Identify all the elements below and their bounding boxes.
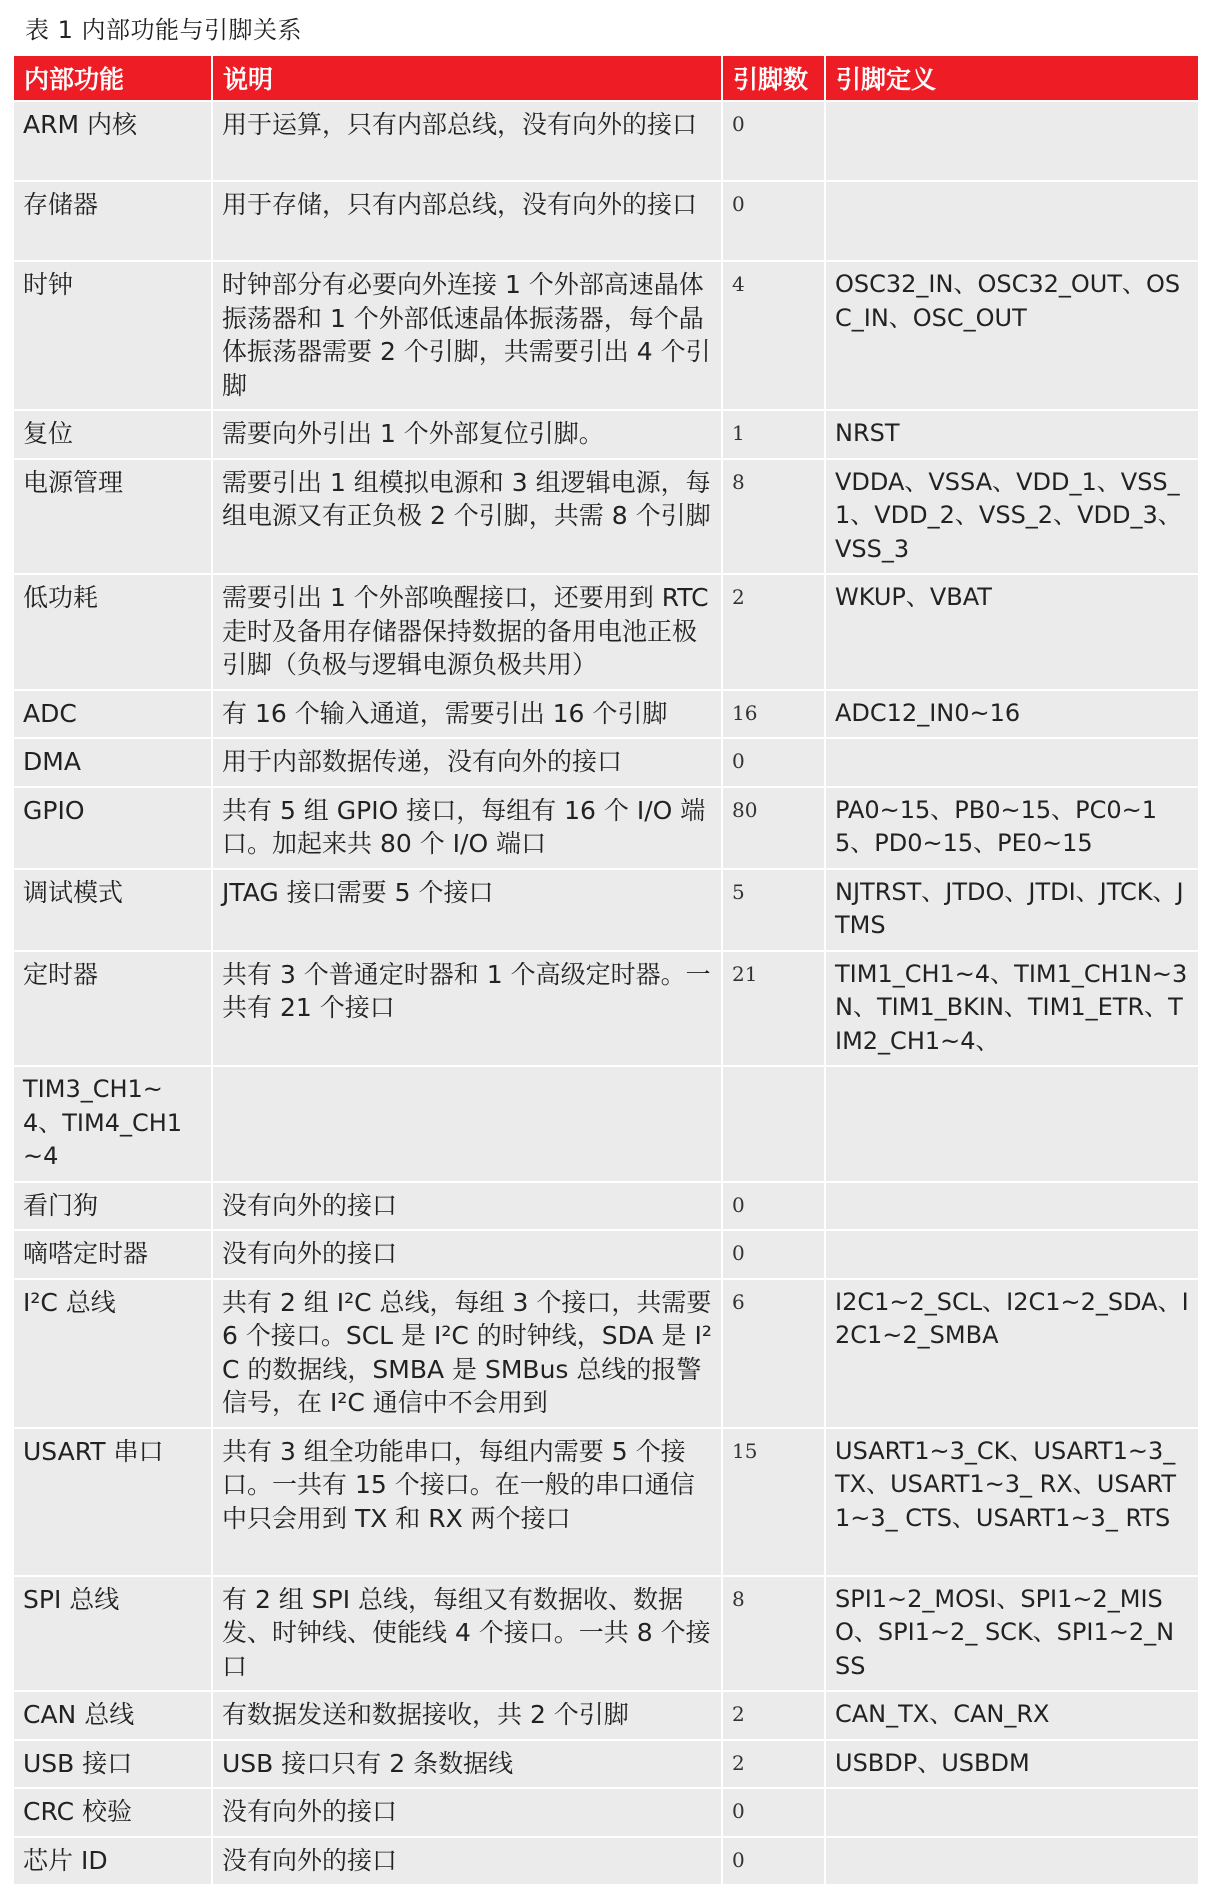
cell-pin-count: 0: [723, 1181, 826, 1230]
cell-description: 共有 3 个普通定时器和 1 个高级定时器。一共有 21 个接口: [213, 950, 723, 1066]
cell-pin-count: 6: [723, 1278, 826, 1427]
cell-pin-definition: USBDP、USBDM: [826, 1739, 1198, 1788]
cell-function: 调试模式: [14, 868, 213, 950]
cell-description: 共有 2 组 I²C 总线，每组 3 个接口，共需要 6 个接口。SCL 是 I²C 的时钟线，SDA 是 I²C 的数据线，SMBA 是 SMBus 总线的报警信号，在 I²C 通信中不会用到: [213, 1278, 723, 1427]
cell-description: 用于运算，只有内部总线，没有向外的接口: [213, 100, 723, 180]
cell-description: [213, 1065, 723, 1181]
cell-pin-count: 0: [723, 180, 826, 260]
cell-function: 复位: [14, 409, 213, 458]
cell-function: TIM3_CH1~4、TIM4_CH1~4: [14, 1065, 213, 1181]
table-row: [14, 1836, 1198, 1884]
cell-pin-count: 1: [723, 409, 826, 458]
cell-description: 没有向外的接口: [213, 1229, 723, 1278]
cell-description: 没有向外的接口: [213, 1836, 723, 1884]
cell-pin-count: 8: [723, 458, 826, 574]
header-function: 内部功能: [14, 56, 213, 100]
table-row: [14, 1427, 1198, 1575]
table-row: [14, 1787, 1198, 1836]
cell-pin-definition: I2C1~2_SCL、I2C1~2_SDA、I2C1~2_SMBA: [826, 1278, 1198, 1427]
table-row: [14, 1575, 1198, 1691]
table-row: [14, 573, 1198, 689]
cell-pin-count: 2: [723, 1690, 826, 1739]
header-pin-count: 引脚数: [723, 56, 826, 100]
cell-function: DMA: [14, 737, 213, 786]
cell-pin-count: 15: [723, 1427, 826, 1575]
cell-function: SPI 总线: [14, 1575, 213, 1691]
cell-pin-count: 4: [723, 260, 826, 409]
cell-description: 有 16 个输入通道，需要引出 16 个引脚: [213, 689, 723, 738]
cell-function: 定时器: [14, 950, 213, 1066]
cell-pin-count: 2: [723, 573, 826, 689]
header-description: 说明: [213, 56, 723, 100]
cell-function: GPIO: [14, 786, 213, 868]
cell-function: USB 接口: [14, 1739, 213, 1788]
header-pin-definition: 引脚定义: [826, 56, 1198, 100]
cell-function: 嘀嗒定时器: [14, 1229, 213, 1278]
table-row: [14, 409, 1198, 458]
cell-pin-definition: USART1~3_CK、USART1~3_TX、USART1~3_ RX、USART1~3_ CTS、USART1~3_ RTS: [826, 1427, 1198, 1575]
cell-function: 时钟: [14, 260, 213, 409]
cell-pin-definition: ADC12_IN0~16: [826, 689, 1198, 738]
table-row: [14, 1181, 1198, 1230]
cell-pin-definition: [826, 180, 1198, 260]
cell-function: USART 串口: [14, 1427, 213, 1575]
cell-pin-count: 16: [723, 689, 826, 738]
cell-pin-definition: [826, 1181, 1198, 1230]
table-caption: 表 1 内部功能与引脚关系: [25, 14, 302, 46]
cell-pin-definition: OSC32_IN、OSC32_OUT、OSC_IN、OSC_OUT: [826, 260, 1198, 409]
cell-description: 需要引出 1 组模拟电源和 3 组逻辑电源，每组电源又有正负极 2 个引脚，共需 8 个引脚: [213, 458, 723, 574]
cell-pin-definition: WKUP、VBAT: [826, 573, 1198, 689]
cell-description: 用于存储，只有内部总线，没有向外的接口: [213, 180, 723, 260]
cell-pin-count: 8: [723, 1575, 826, 1691]
cell-function: CRC 校验: [14, 1787, 213, 1836]
cell-description: 没有向外的接口: [213, 1787, 723, 1836]
cell-pin-count: 80: [723, 786, 826, 868]
cell-pin-count: 0: [723, 1787, 826, 1836]
cell-pin-count: 5: [723, 868, 826, 950]
table-row: [14, 737, 1198, 786]
cell-description: JTAG 接口需要 5 个接口: [213, 868, 723, 950]
cell-function: I²C 总线: [14, 1278, 213, 1427]
table-row: [14, 950, 1198, 1066]
cell-pin-definition: NJTRST、JTDO、JTDI、JTCK、JTMS: [826, 868, 1198, 950]
cell-pin-definition: NRST: [826, 409, 1198, 458]
cell-function: ADC: [14, 689, 213, 738]
table-row: [14, 1690, 1198, 1739]
cell-pin-definition: [826, 1065, 1198, 1181]
cell-description: USB 接口只有 2 条数据线: [213, 1739, 723, 1788]
cell-pin-definition: [826, 100, 1198, 180]
table-row: [14, 689, 1198, 738]
table-row: [14, 1065, 1198, 1181]
cell-pin-count: 0: [723, 100, 826, 180]
cell-description: 用于内部数据传递，没有向外的接口: [213, 737, 723, 786]
cell-function: 看门狗: [14, 1181, 213, 1230]
cell-pin-count: 21: [723, 950, 826, 1066]
cell-function: 芯片 ID: [14, 1836, 213, 1884]
table-row: [14, 100, 1198, 180]
table-row: [14, 180, 1198, 260]
cell-pin-count: 0: [723, 737, 826, 786]
table-header-row: [14, 56, 1198, 100]
table-row: [14, 786, 1198, 868]
cell-pin-definition: PA0~15、PB0~15、PC0~15、PD0~15、PE0~15: [826, 786, 1198, 868]
cell-pin-count: [723, 1065, 826, 1181]
table-row: [14, 1229, 1198, 1278]
cell-description: 时钟部分有必要向外连接 1 个外部高速晶体振荡器和 1 个外部低速晶体振荡器，每个晶体振荡器需要 2 个引脚，共需要引出 4 个引脚: [213, 260, 723, 409]
cell-pin-definition: CAN_TX、CAN_RX: [826, 1690, 1198, 1739]
cell-pin-definition: [826, 737, 1198, 786]
table-row: [14, 868, 1198, 950]
cell-pin-definition: [826, 1836, 1198, 1884]
cell-description: 需要向外引出 1 个外部复位引脚。: [213, 409, 723, 458]
cell-description: 有数据发送和数据接收，共 2 个引脚: [213, 1690, 723, 1739]
cell-function: CAN 总线: [14, 1690, 213, 1739]
cell-function: ARM 内核: [14, 100, 213, 180]
cell-pin-definition: TIM1_CH1~4、TIM1_CH1N~3N、TIM1_BKIN、TIM1_ETR、TIM2_CH1~4、: [826, 950, 1198, 1066]
cell-description: 共有 3 组全功能串口，每组内需要 5 个接口。一共有 15 个接口。在一般的串口通信中只会用到 TX 和 RX 两个接口: [213, 1427, 723, 1575]
cell-description: 没有向外的接口: [213, 1181, 723, 1230]
table-row: [14, 458, 1198, 574]
cell-description: 共有 5 组 GPIO 接口，每组有 16 个 I/O 端口。加起来共 80 个 I/O 端口: [213, 786, 723, 868]
cell-function: 低功耗: [14, 573, 213, 689]
cell-description: 需要引出 1 个外部唤醒接口，还要用到 RTC 走时及备用存储器保持数据的备用电池正极引脚（负极与逻辑电源负极共用）: [213, 573, 723, 689]
cell-pin-definition: [826, 1787, 1198, 1836]
cell-description: 有 2 组 SPI 总线，每组又有数据收、数据发、时钟线、使能线 4 个接口。一共 8 个接口: [213, 1575, 723, 1691]
cell-pin-definition: SPI1~2_MOSI、SPI1~2_MISO、SPI1~2_ SCK、SPI1~2_NSS: [826, 1575, 1198, 1691]
cell-pin-count: 2: [723, 1739, 826, 1788]
table-row: [14, 1739, 1198, 1788]
cell-pin-count: 0: [723, 1229, 826, 1278]
cell-function: 电源管理: [14, 458, 213, 574]
cell-pin-count: 0: [723, 1836, 826, 1884]
pin-function-table: [14, 56, 1198, 1884]
cell-pin-definition: VDDA、VSSA、VDD_1、VSS_1、VDD_2、VSS_2、VDD_3、VSS_3: [826, 458, 1198, 574]
table-row: [14, 1278, 1198, 1427]
cell-pin-definition: [826, 1229, 1198, 1278]
cell-function: 存储器: [14, 180, 213, 260]
table-row: [14, 260, 1198, 409]
